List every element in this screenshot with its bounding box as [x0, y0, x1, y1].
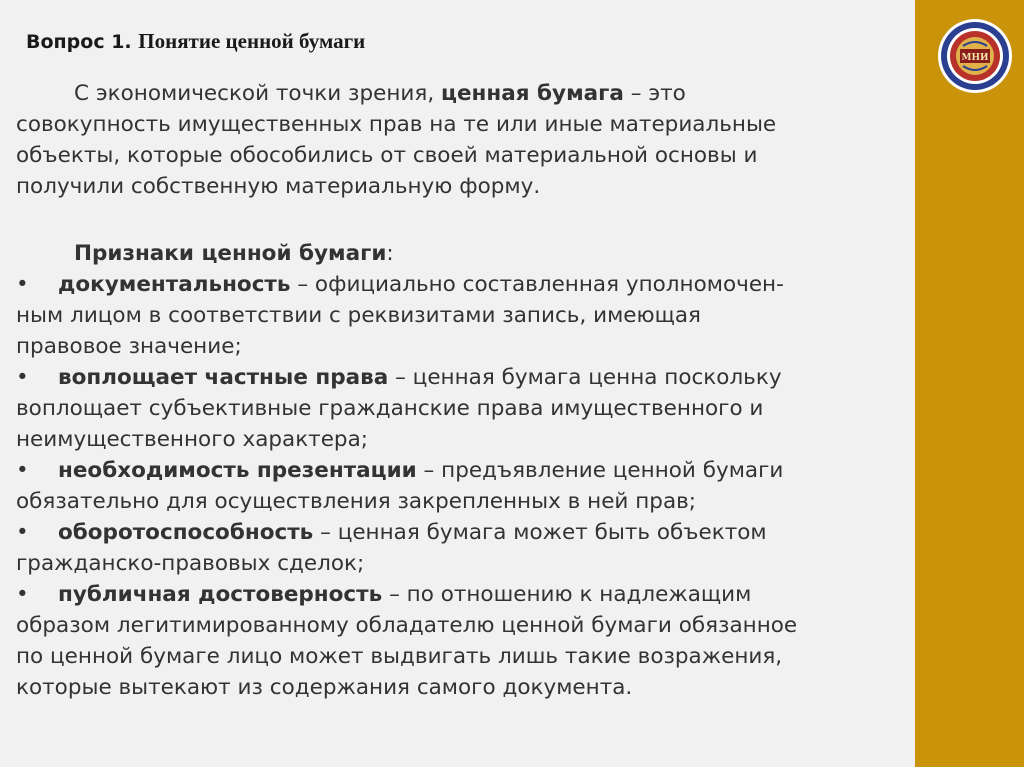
features-heading-colon: : [386, 241, 394, 266]
feature-description-line: обязательно для осуществления закрепленных в ней прав; [16, 489, 697, 514]
feature-term: публичная достоверность [58, 582, 383, 607]
sidebar-accent-bar [915, 0, 1024, 767]
slide-body [16, 78, 921, 703]
feature-term: оборотоспособность [58, 520, 314, 545]
bullet-icon: • [16, 582, 29, 607]
feature-item [16, 579, 921, 703]
feature-description-line: по ценной бумаге лицо может выдвигать лишь такие возражения, [16, 644, 783, 669]
feature-item [16, 517, 921, 579]
logo-text: МНИ [961, 53, 989, 63]
feature-description-line: которые вытекают из содержания самого документа. [16, 675, 633, 700]
feature-description-line: гражданско-правовых сделок; [16, 551, 365, 576]
feature-item [16, 362, 921, 455]
feature-term: воплощает частные права [58, 365, 389, 390]
feature-term: документальность [58, 272, 291, 297]
features-heading [16, 238, 921, 269]
feature-description: – ценная бумага ценна поскольку [388, 365, 782, 390]
features-heading-text: Признаки ценной бумаги [74, 241, 387, 266]
definition-line: получили собственную материальную форму. [16, 174, 541, 199]
feature-description: – предъявление ценной бумаги [416, 458, 784, 483]
definition-dash: – это [623, 81, 686, 106]
feature-description-line: образом легитимированному обладателю ценной бумаги обязанное [16, 613, 798, 638]
definition-paragraph [16, 78, 921, 109]
bullet-icon: • [16, 272, 29, 297]
definition-line: объекты, которые обособились от своей материальной основы и [16, 143, 758, 168]
definition-term: ценная бумага [441, 81, 624, 106]
definition-intro: С экономической точки зрения, [74, 81, 442, 106]
feature-item [16, 269, 921, 362]
slide-title [26, 29, 365, 54]
university-seal-icon [937, 18, 1013, 94]
feature-description: – официально составленная уполномочен- [290, 272, 784, 297]
bullet-icon: • [16, 365, 29, 390]
title-text: Понятие ценной бумаги [138, 29, 366, 53]
feature-description-line: воплощает субъективные гражданские права имущественного и [16, 396, 764, 421]
spacer [16, 202, 921, 238]
feature-term: необходимость презентации [58, 458, 417, 483]
feature-description: – ценная бумага может быть объектом [313, 520, 767, 545]
feature-item [16, 455, 921, 517]
bullet-icon: • [16, 520, 29, 545]
feature-description: – по отношению к надлежащим [382, 582, 752, 607]
definition-line: совокупность имущественных прав на те или иные материальные [16, 112, 777, 137]
feature-description-line: правовое значение; [16, 334, 242, 359]
feature-description-line: ным лицом в соответствии с реквизитами запись, имеющая [16, 303, 701, 328]
bullet-icon: • [16, 458, 29, 483]
title-prefix: Вопрос 1. [26, 31, 132, 53]
feature-description-line: неимущественного характера; [16, 427, 368, 452]
